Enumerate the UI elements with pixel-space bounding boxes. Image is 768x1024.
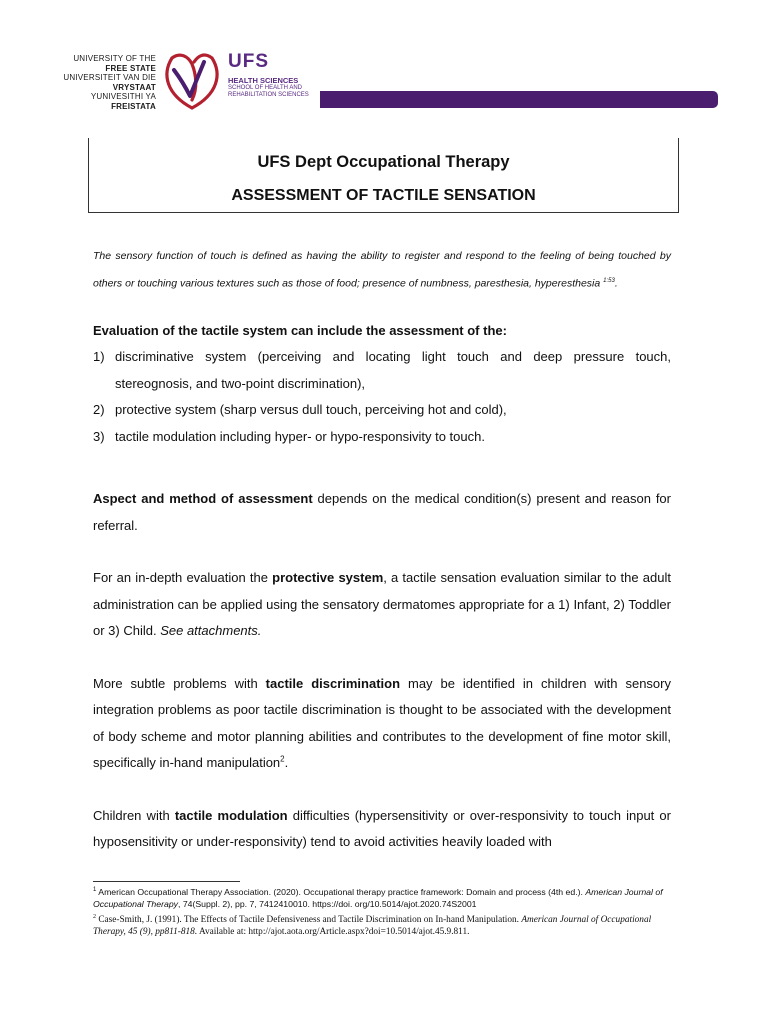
university-line: FREE STATE — [105, 63, 156, 73]
footnote-rest: , 74(Suppl. 2), pp. 7, 7412410010. https://doi. org/10.5014/ajot.2020.74S2001 — [178, 898, 477, 909]
footnote-separator — [93, 881, 240, 882]
footnotes — [93, 884, 673, 938]
document-title: ASSESSMENT OF TACTILE SENSATION — [231, 187, 536, 204]
list-text: protective system (sharp versus dull touch, perceiving hot and cold), — [115, 402, 507, 417]
protective-bold: protective system — [272, 570, 384, 585]
footnote-journal: American Journal of Occupational Therapy — [93, 886, 663, 909]
intro-paragraph — [93, 244, 671, 297]
footnote-1 — [93, 884, 673, 910]
document-department: UFS Dept Occupational Therapy — [257, 153, 510, 171]
list-item — [93, 424, 671, 451]
attachments-note: See attachments. — [160, 623, 262, 638]
footnote-journal: American Journal of Occupational Therapy, 45 (9), pp811-818. — [93, 914, 652, 937]
discrimination-bold: tactile discrimination — [265, 675, 401, 691]
intro-text: The sensory function of touch is defined as having the ability to register and respond to the feeling of being touched by others or touching various textures such as those of food; presence of numbness, paresthesia, hyperesthesia — [93, 250, 671, 290]
ufs-wordmark: UFS — [228, 51, 269, 72]
university-line: YUNIVESITHI YA — [90, 92, 156, 101]
list-number: 1) — [93, 349, 105, 364]
footnote-rest: Available at: http://ajot.aota.org/Article.aspx?doi=10.5014/ajot.45.9.811. — [197, 926, 470, 937]
university-line: FREISTATA — [111, 101, 156, 111]
footnote-text: Case-Smith, J. (1991). The Effects of Tactile Defensiveness and Tactile Discrimination on In-hand Manipulation. — [96, 914, 522, 925]
discrimination-text: may be identified in children with sensory integration problems as poor tactile discrimination is thought to be associated with the development of body scheme and motor planning abilities and contributes to the development of fine motor skill, specifically in-hand manipulation — [93, 675, 671, 770]
ufs-logo-icon — [160, 48, 224, 112]
university-line: UNIVERSITEIT VAN DIE — [63, 73, 156, 82]
list-item — [93, 397, 671, 424]
school-name-line1: SCHOOL OF HEALTH AND — [228, 85, 303, 91]
ufs-brand — [228, 52, 309, 99]
intro-end: . — [614, 277, 618, 290]
aspect-text: depends on the medical condition(s) present and reason for referral. — [93, 491, 671, 533]
discrimination-end: . — [284, 755, 289, 770]
protective-paragraph — [93, 565, 671, 645]
aspect-bold: Aspect and method of assessment — [93, 491, 313, 506]
evaluation-list — [93, 344, 671, 450]
protective-pre: For an in-depth evaluation the — [93, 570, 273, 585]
modulation-paragraph — [93, 803, 671, 856]
faculty-name: HEALTH SCIENCES — [228, 76, 299, 85]
modulation-text: difficulties (hypersensitivity or over-responsivity to touch input or hyposensitivity or under-responsivity) tend to avoid activities heavily loaded with — [93, 807, 671, 849]
footnote-ref: 2 — [280, 754, 285, 764]
footnote-text: American Occupational Therapy Association. (2020). Occupational therapy practice framework: Domain and process (4th ed.). — [96, 886, 586, 897]
protective-text: , a tactile sensation evaluation similar to the adult administration can be applied using the sensatory dermatomes appropriate for a 1) Infant, 2) Toddler or 3) Child. — [93, 570, 671, 638]
university-line: VRYSTAAT — [112, 82, 156, 92]
list-text: discriminative system (perceiving and locating light touch and deep pressure touch, stereognosis, and two-point discrimination), — [115, 349, 671, 391]
footnote-number: 1 — [93, 887, 97, 893]
header-accent-bar — [320, 91, 718, 108]
university-names — [52, 54, 156, 111]
header — [0, 44, 768, 116]
title-box — [88, 138, 679, 213]
list-number: 2) — [93, 402, 105, 417]
list-number: 3) — [93, 428, 105, 444]
discrimination-pre: More subtle problems with — [93, 675, 266, 691]
footnote-number: 2 — [93, 913, 96, 920]
document-body — [93, 244, 671, 856]
university-line: UNIVERSITY OF THE — [73, 54, 156, 63]
citation-superscript: 1:53 — [603, 278, 615, 284]
aspect-paragraph — [93, 486, 671, 539]
list-text: tactile modulation including hyper- or hypo-responsivity to touch. — [115, 428, 485, 444]
footnote-2 — [93, 911, 673, 938]
modulation-pre: Children with — [93, 807, 175, 823]
list-item — [93, 344, 671, 397]
school-name-line2: REHABILITATION SCIENCES — [228, 92, 309, 98]
modulation-bold: tactile modulation — [174, 807, 288, 823]
evaluation-heading: Evaluation of the tactile system can include the assessment of the: — [93, 322, 507, 338]
discrimination-paragraph — [93, 671, 671, 777]
